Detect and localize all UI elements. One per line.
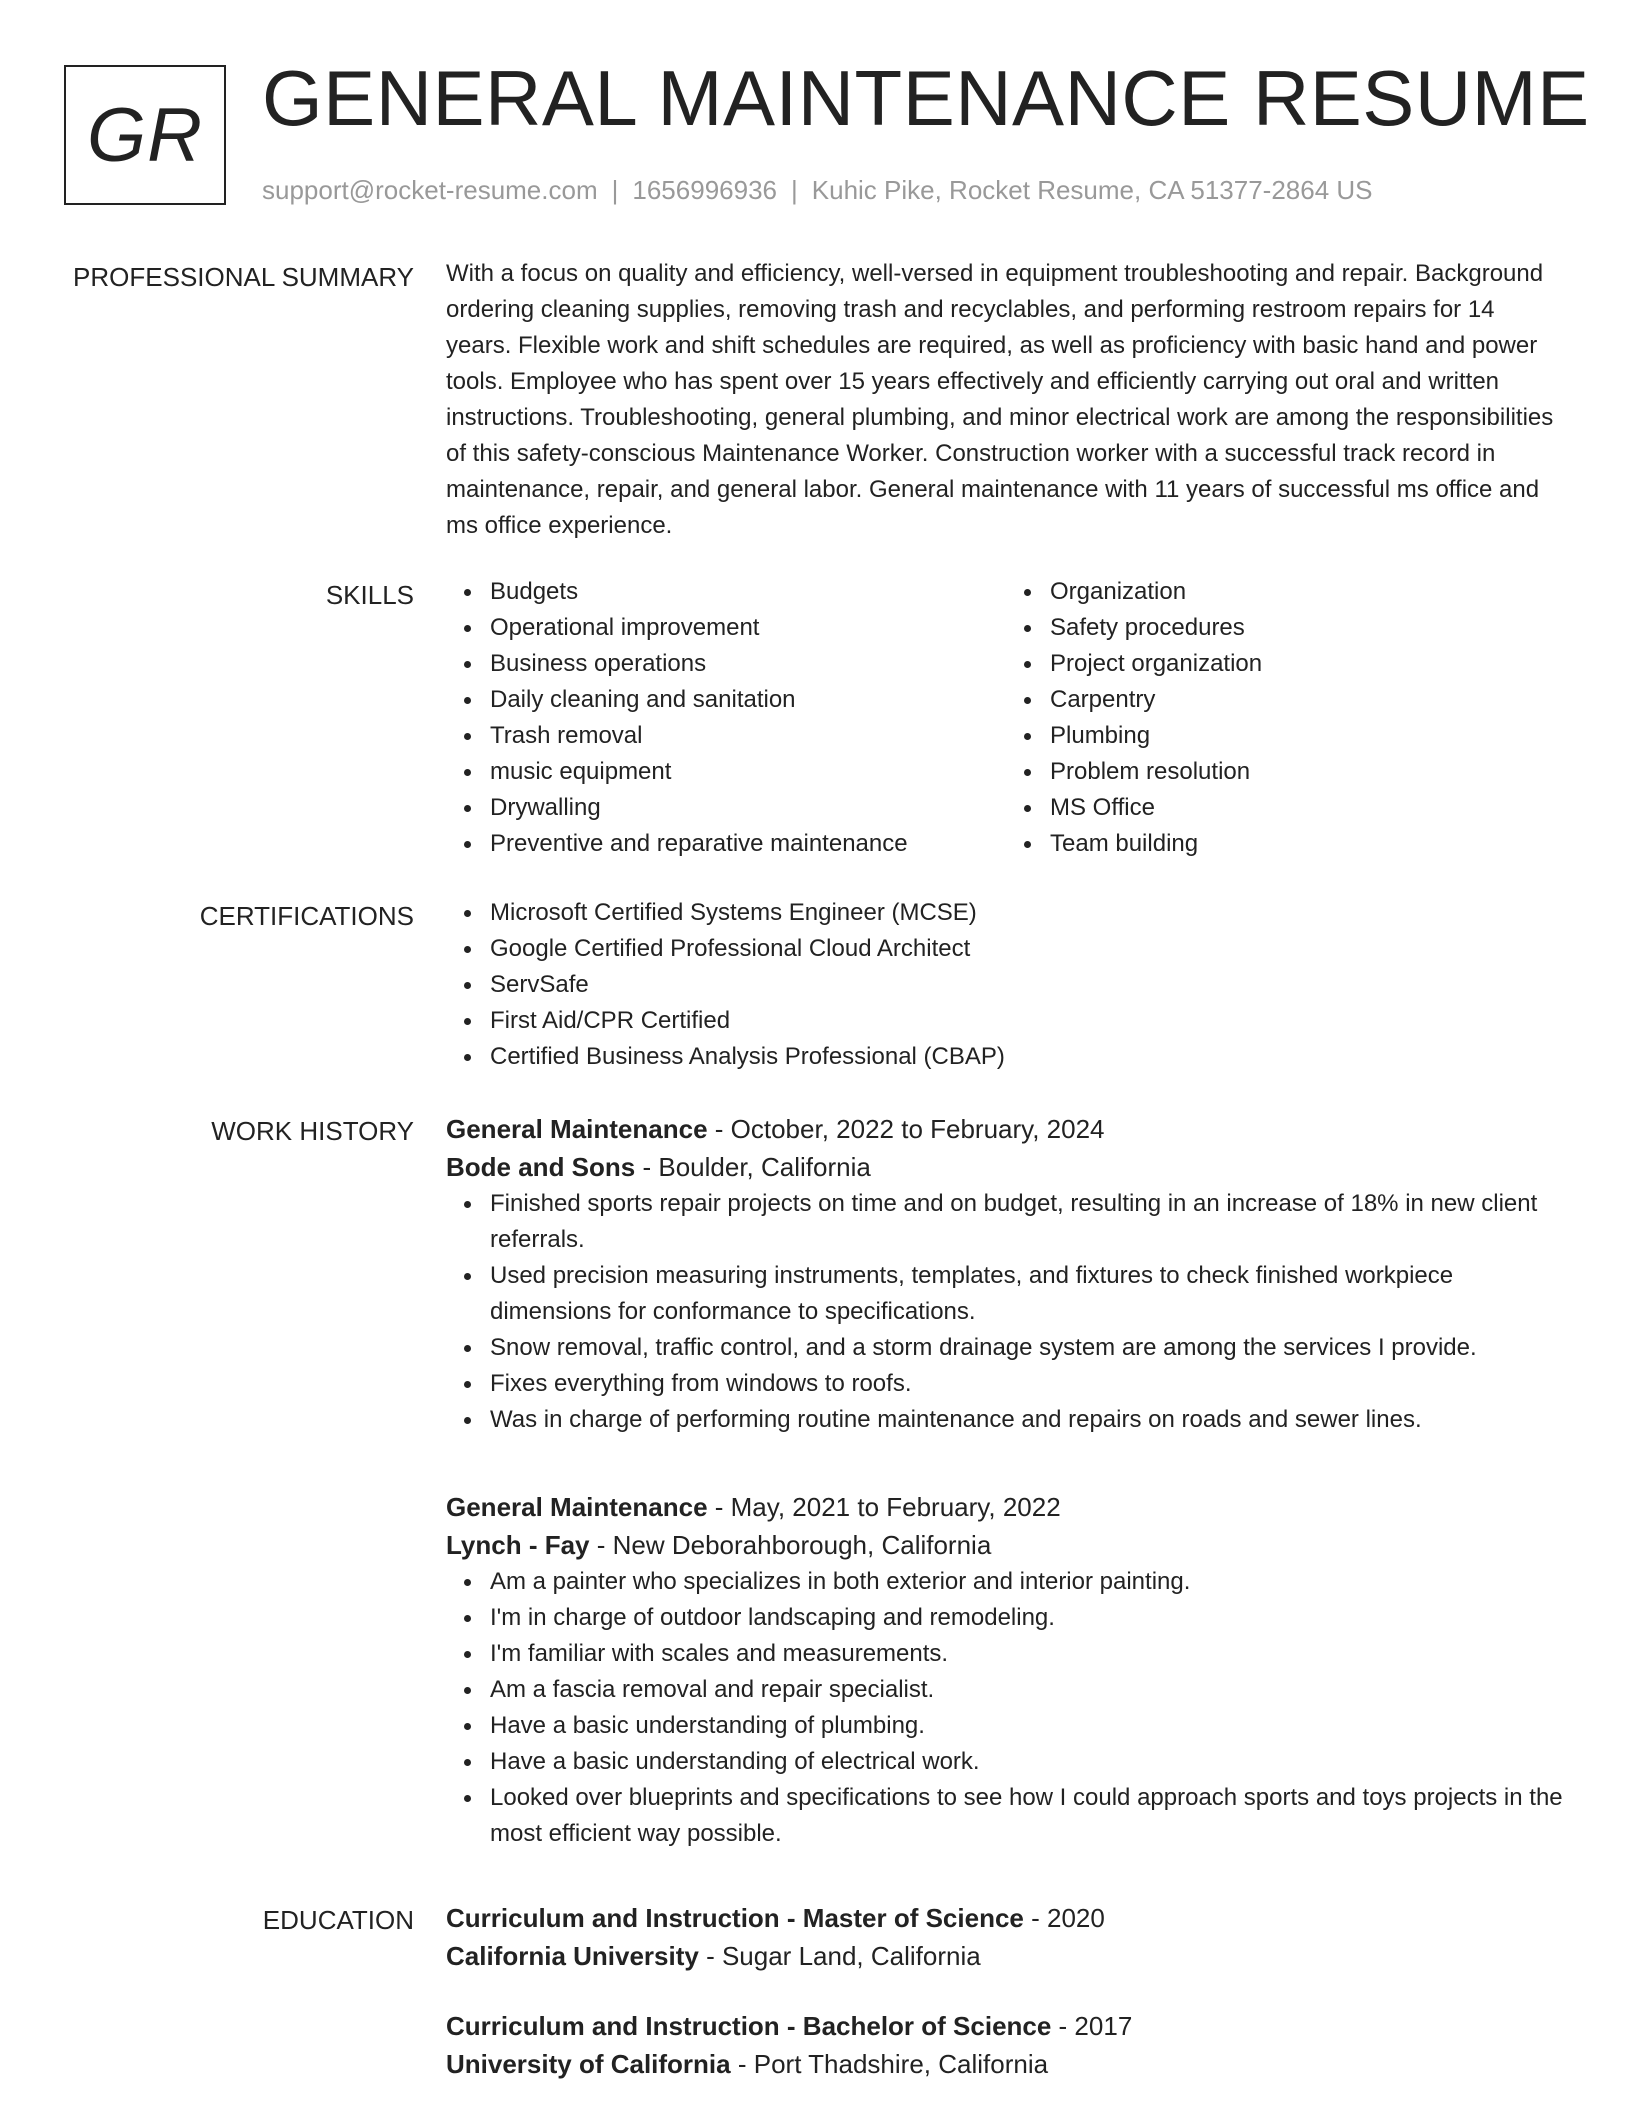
education-year: - 2017 [1051,2011,1133,2041]
skill-item: Trash removal [490,718,1006,754]
section-heading: SKILLS [325,580,414,610]
job-bullet: Have a basic understanding of electrical work. [490,1744,1566,1780]
skill-item: Plumbing [1050,718,1566,754]
certification-item: Certified Business Analysis Professional (CBAP) [490,1039,1566,1075]
job-bullet: Looked over blueprints and specifications to see how I could approach sports and toys projects in the most efficient way possible. [490,1780,1566,1852]
section-heading: WORK HISTORY [211,1116,414,1146]
certification-item: Microsoft Certified Systems Engineer (MCSE) [490,895,1566,931]
job-entry [446,1492,1566,1852]
skill-item: Project organization [1050,646,1566,682]
job-bullet: Snow removal, traffic control, and a storm drainage system are among the services I provide. [490,1330,1566,1366]
monogram: GR [64,65,226,205]
education-degree-line [446,1899,1566,1937]
education-entry [446,2007,1566,2083]
resume-title: GENERAL MAINTENANCE RESUME [262,54,1590,142]
skill-item: Team building [1050,826,1566,862]
skill-item: Preventive and reparative maintenance [490,826,1006,862]
skill-item: Organization [1050,574,1566,610]
job-company-line [446,1526,1566,1564]
skill-item: Carpentry [1050,682,1566,718]
education-entry [446,1899,1566,1975]
skills-list-left [446,574,1006,862]
skills-list-right [1006,574,1566,862]
skill-item: music equipment [490,754,1006,790]
education-school: California University [446,1941,699,1971]
job-title: General Maintenance [446,1114,708,1144]
job-company-line [446,1148,1566,1186]
education-school: University of California [446,2049,731,2079]
certification-item: First Aid/CPR Certified [490,1003,1566,1039]
contact-separator: | [611,175,619,205]
job-bullet: Was in charge of performing routine maintenance and repairs on roads and sewer lines. [490,1402,1566,1438]
skill-item: Budgets [490,574,1006,610]
skill-item: Daily cleaning and sanitation [490,682,1006,718]
education-degree-line [446,2007,1566,2045]
job-bullet: Have a basic understanding of plumbing. [490,1708,1566,1744]
contact-phone[interactable]: 1656996936 [632,175,777,205]
skill-item: Operational improvement [490,610,1006,646]
skill-item: Problem resolution [1050,754,1566,790]
job-title-line [446,1488,1566,1526]
job-dates: - October, 2022 to February, 2024 [707,1114,1105,1144]
job-bullet: Am a fascia removal and repair specialist. [490,1672,1566,1708]
skill-item: Safety procedures [1050,610,1566,646]
section-heading: PROFESSIONAL SUMMARY [73,262,414,292]
summary-text: With a focus on quality and efficiency, well-versed in equipment troubleshooting and repair. Background ordering cleaning supplies, removing trash and recyclables, and performing restroom repairs for 14 years. Flexible work and shift schedules are required, as well as proficiency with basic hand and power tools. Employee who has spent over 15 years effectively and efficiently carrying out oral and written instructions. Troubleshooting, general plumbing, and minor electrical work are among the responsibilities of this safety-conscious Maintenance Worker. Construction worker with a successful track record in maintenance, repair, and general labor. General maintenance with 11 years of successful ms office and ms office experience. [446,260,1554,539]
job-bullet: I'm in charge of outdoor landscaping and remodeling. [490,1600,1566,1636]
job-location: - Boulder, California [635,1152,871,1182]
contact-address: Kuhic Pike, Rocket Resume, CA 51377-2864 US [811,175,1373,205]
job-bullets [446,1564,1566,1852]
education-degree: Curriculum and Instruction - Master of Science [446,1903,1024,1933]
education-school-line [446,1937,1566,1975]
job-bullets [446,1186,1566,1438]
job-location: - New Deborahborough, California [589,1530,992,1560]
job-bullet: Finished sports repair projects on time and on budget, resulting in an increase of 18% in new client referrals. [490,1186,1566,1258]
job-bullet: I'm familiar with scales and measurements. [490,1636,1566,1672]
education-degree: Curriculum and Instruction - Bachelor of Science [446,2011,1052,2041]
skill-item: Business operations [490,646,1006,682]
job-company: Lynch - Fay [446,1530,590,1560]
section-heading: EDUCATION [262,1905,414,1935]
job-bullet: Am a painter who specializes in both exterior and interior painting. [490,1564,1566,1600]
education-location: - Sugar Land, California [698,1941,981,1971]
contact-email[interactable]: support@rocket-resume.com [262,175,598,205]
contact-line [262,175,1373,206]
education-year: - 2020 [1023,1903,1105,1933]
skill-item: Drywalling [490,790,1006,826]
job-company: Bode and Sons [446,1152,636,1182]
job-dates: - May, 2021 to February, 2022 [707,1492,1061,1522]
certification-item: Google Certified Professional Cloud Architect [490,931,1566,967]
skill-item: MS Office [1050,790,1566,826]
certifications-list [446,895,1566,1075]
section-heading: CERTIFICATIONS [199,901,414,931]
contact-separator: | [791,175,798,205]
job-bullet: Fixes everything from windows to roofs. [490,1366,1566,1402]
education-school-line [446,2045,1566,2083]
job-entry [446,1114,1566,1438]
job-bullet: Used precision measuring instruments, templates, and fixtures to check finished workpiece dimensions for conformance to specifications. [490,1258,1566,1330]
education-location: - Port Thadshire, California [730,2049,1049,2079]
job-title: General Maintenance [446,1492,708,1522]
job-title-line [446,1110,1566,1148]
certification-item: ServSafe [490,967,1566,1003]
